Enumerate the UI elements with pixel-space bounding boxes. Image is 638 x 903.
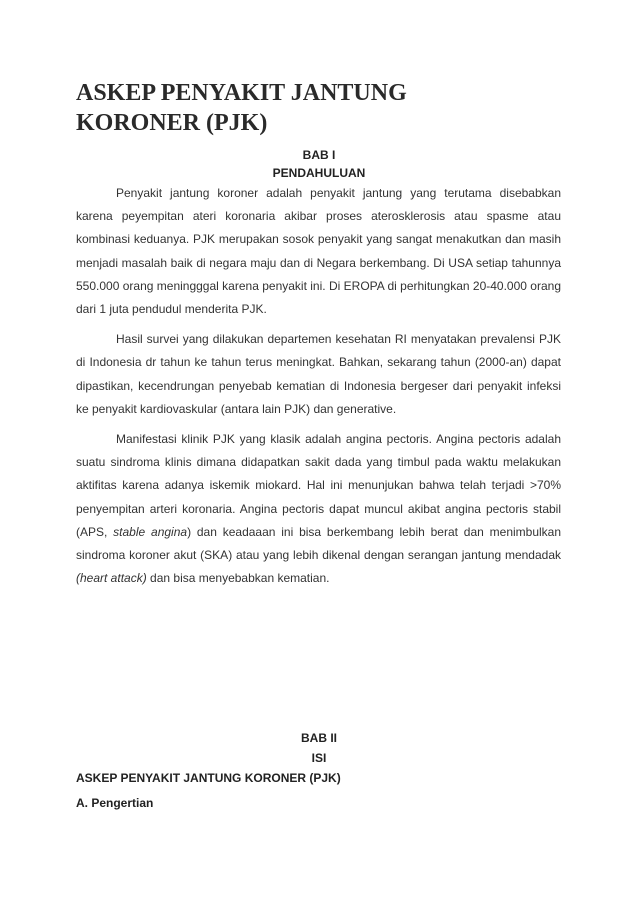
title-line-1: ASKEP PENYAKIT JANTUNG — [76, 80, 407, 106]
bab1-heading: BAB I — [302, 148, 336, 162]
paragraph-3 — [76, 428, 561, 590]
title-line-2: KORONER (PJK) — [76, 110, 268, 136]
bab1-subheading: PENDAHULUAN — [272, 166, 366, 180]
paragraph-1: Penyakit jantung koroner adalah penyakit jantung yang terutama disebabkan karena peyempitan ateri koronaria akibar proses aterosklerosis atau spasme atau kombinasi keduanya. PJK merupakan sosok penyakit yang sangat menakutkan dan masih menjadi masalah baik di negara maju dan di Negara berkembang. Di USA setiap tahunnya 550.000 orang meningggal karena penyakit ini. Di EROPA di perhitungkan 20-40.000 orang dari 1 juta pendudul menderita PJK. — [76, 186, 561, 317]
introduction-body — [76, 182, 561, 590]
paragraph-3-italic-stable-angina: stable angina — [113, 524, 188, 539]
section-title: ASKEP PENYAKIT JANTUNG KORONER (PJK) — [76, 771, 341, 785]
bab2-heading: BAB II — [301, 731, 337, 745]
paragraph-3-text-2: ) dan keadaaan ini bisa berkembang lebih berat dan menimbulkan sindroma koroner akut (SKA) atau yang lebih dikenal dengan serangan jantung mendadak — [76, 524, 562, 563]
paragraph-3-italic-heart-attack: (heart attack) — [76, 571, 147, 586]
paragraph-3-text-3: dan bisa menyebabkan kematian. — [146, 571, 330, 586]
paragraph-3-text-1: Manifestasi klinik PJK yang klasik adalah angina pectoris. Angina pectoris adalah suatu sindroma klinis dimana didapatkan sakit dada yang timbul pada waktu melakukan aktifitas karena adanya iskemik miokard. Hal ini menunjukan bahwa telah terjadi >70% penyempitan arteri koronaria. Angina pectoris dapat muncul akibat angina pectoris stabil (APS, — [76, 432, 561, 539]
document-title — [76, 78, 556, 138]
bab2-subheading: ISI — [311, 751, 327, 765]
paragraph-2: Hasil survei yang dilakukan departemen kesehatan RI menyatakan prevalensi PJK di Indonesia dr tahun ke tahun terus meningkat. Bahkan, sekarang tahun (2000-an) dapat dipastikan, kecendrungan penyebab kematian di Indonesia bergeser dari penyakit infeksi ke penyakit kardiovaskular (antara lain PJK) dan generative. — [76, 332, 561, 416]
subsection-a-title: A. Pengertian — [76, 796, 154, 810]
